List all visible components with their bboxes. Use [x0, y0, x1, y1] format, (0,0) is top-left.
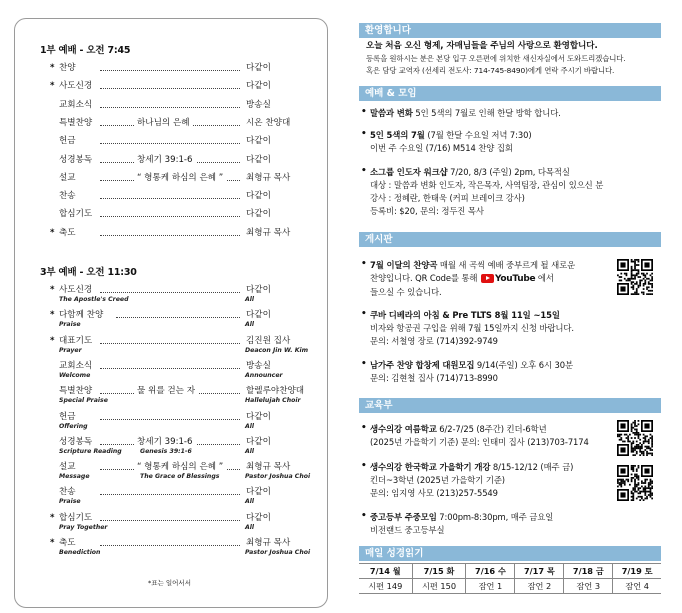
- english-leader: All: [245, 447, 255, 455]
- education-item-2-line3: 문의: 임지영 사모 (213)257-5549: [370, 488, 498, 498]
- english-label: Praise: [59, 321, 81, 329]
- standing-marker: *: [50, 285, 55, 295]
- dot-leader: [100, 368, 240, 369]
- worship-row: [50, 486, 312, 498]
- standing-marker: *: [50, 538, 55, 548]
- reading-day: 7/15 화: [412, 564, 466, 579]
- dot-leader: [100, 545, 240, 546]
- reading-day: 7/16 수: [466, 564, 515, 579]
- worship-row: [50, 227, 312, 239]
- education-item-1-line2: (2025년 가을학기 기준) 문의: 인태미 집사 (213)703-7174: [370, 437, 589, 447]
- worship-row: [50, 436, 312, 448]
- worship-item-label: 다함께 찬양: [59, 310, 104, 321]
- board-item-2-line2: 비자와 항공권 구입을 위해 7월 15일까지 신청 바랍니다.: [370, 323, 574, 333]
- worship-item-label: 사도신경: [59, 81, 93, 92]
- worship-item-label: 특별찬양: [59, 117, 93, 128]
- worship-item-leader: 김진원 집사: [246, 335, 291, 346]
- board-item-2: 쿠바 디베라의 아침 & Pre TLTS 8월 11일 ~15일: [370, 310, 560, 320]
- reading-day: 7/17 목: [515, 564, 564, 579]
- education-item-1: 생수의강 여름학교 6/2-7/25 (8주간) 킨더-6학년: [370, 424, 547, 434]
- dot-leader: [100, 343, 240, 344]
- board-item-3-line2: 문의: 김현철 집사 (714)713-8990: [370, 373, 498, 383]
- worship-row: [50, 117, 312, 129]
- english-label: Pray Together: [59, 523, 108, 531]
- worship-item-detail: “ 형통케 하심의 은혜 ”: [134, 461, 226, 473]
- education-item-3: 중고등부 주중모임 7:00pm-8:30pm, 매주 금요일: [370, 512, 554, 522]
- worship-row: [50, 335, 312, 347]
- board-item-3: 남가주 찬양 합창제 대원모집 9/14(주일) 오후 6시 30분: [370, 360, 573, 370]
- worship-item-leader: 할렐루야찬양대: [246, 386, 305, 397]
- worship-item-label: 대표기도: [59, 335, 93, 346]
- meeting-item-3: 소그룹 인도자 워크샵 7/20, 8/3 (주일) 2pm, 다목적실: [370, 167, 570, 177]
- dot-leader: [100, 494, 240, 495]
- english-detail: The Grace of Blessings: [140, 473, 220, 481]
- reading-day: 7/18 금: [564, 564, 613, 579]
- meeting-item-3-line3: 강사 : 정혜란, 한태욱 (커피 브레이크 강사): [370, 193, 525, 203]
- reading-days-row: [359, 564, 661, 579]
- worship-item-leader: 다같이: [246, 136, 271, 147]
- bullet: •: [361, 259, 367, 269]
- worship-item-detail: 하나님의 은혜: [134, 117, 193, 129]
- board-item-1: 7월 이달의 찬양곡 매월 새 곡씩 예배 중부르게 될 새로운: [370, 260, 576, 270]
- reading-passage: 잠언 3: [564, 579, 613, 594]
- reading-passage: 시편 149: [359, 579, 412, 594]
- worship-item-leader: 다같이: [246, 209, 271, 220]
- worship-row: [50, 99, 312, 111]
- worship-item-leader: 다같이: [246, 81, 271, 92]
- dot-leader: [100, 419, 240, 420]
- worship-row: [50, 411, 312, 423]
- standing-marker: *: [50, 335, 55, 346]
- board-item-1-line3: 들으실 수 있습니다.: [370, 287, 442, 297]
- english-label: Special Praise: [59, 397, 108, 405]
- worship-item-label: 사도신경: [59, 285, 93, 295]
- worship-item-label: 축도: [59, 227, 76, 238]
- worship-item-leader: 방송실: [246, 360, 271, 371]
- worship-item-leader: 다같이: [246, 310, 271, 321]
- worship-item-label: 성경봉독: [59, 436, 93, 447]
- reading-passage: 잠언 4: [613, 579, 661, 594]
- reading-passages-row: [359, 579, 661, 594]
- worship-row: [50, 135, 312, 147]
- meeting-item-1: 말씀과 변화 5인 5색의 7월로 인해 한달 방학 합니다.: [370, 108, 561, 118]
- qr-code-icon[interactable]: [617, 420, 653, 456]
- dot-leader: [100, 292, 240, 293]
- standing-marker: *: [50, 310, 55, 321]
- bullet: •: [361, 511, 367, 521]
- welcome-line3: 혹은 담당 교역자 (선세리 전도사: 714-745-8490)에게 연락 주시기 바랍니다.: [366, 66, 615, 75]
- worship-row: [50, 385, 312, 397]
- education-item-3-line2: 비전랜드 중고등부실: [370, 525, 445, 535]
- english-leader: All: [245, 523, 255, 531]
- english-leader: Pastor Joshua Choi: [245, 473, 311, 481]
- standing-footnote: *표는 일어서서: [148, 579, 191, 587]
- worship-item-detail: 창세기 39:1-6: [134, 436, 196, 448]
- worship-row: [50, 309, 312, 321]
- reading-header: 매일 성경읽기: [359, 546, 661, 561]
- meeting-item-2-line2: 이번 주 수요일 (7/16) M514 찬양 집회: [370, 143, 513, 153]
- qr-code-icon[interactable]: [617, 465, 653, 501]
- worship-item-label: 찬송: [59, 487, 76, 498]
- english-leader: Hallelujah Choir: [245, 397, 301, 405]
- bullet: •: [361, 423, 367, 433]
- worship-item-leader: 다같이: [246, 487, 271, 498]
- standing-marker: *: [50, 81, 55, 92]
- worship-item-leader: 다같이: [246, 436, 271, 447]
- worship-row: [50, 172, 312, 184]
- worship-item-leader: 방송실: [246, 99, 271, 110]
- worship-row: [50, 284, 312, 296]
- worship-item-label: 축도: [59, 538, 76, 548]
- english-label: Message: [59, 473, 90, 481]
- welcome-line2: 등록을 원하시는 분은 본당 입구 오른편에 위치한 새신자실에서 도와드리겠습니다.: [366, 54, 626, 63]
- worship-item-label: 찬양: [59, 63, 76, 73]
- reading-day: 7/14 월: [359, 564, 412, 579]
- english-label: Welcome: [59, 371, 91, 379]
- board-header: 게시판: [359, 232, 661, 247]
- worship-item-leader: 시온 찬양대: [246, 117, 291, 128]
- worship-row: [50, 360, 312, 372]
- worship-item-leader: 다같이: [246, 154, 271, 165]
- worship-row: [50, 154, 312, 166]
- bullet: •: [361, 166, 367, 176]
- worship-row: [50, 208, 312, 220]
- worship-row: [50, 80, 312, 92]
- education-header: 교육부: [359, 398, 661, 413]
- worship-item-label: 헌금: [59, 136, 76, 147]
- education-item-2-line2: 킨더~3학년 (2025년 가을학기 기준): [370, 475, 505, 485]
- bullet: •: [361, 309, 367, 319]
- english-leader: Deacon Jin W. Kim: [245, 346, 309, 354]
- worship-item-label: 찬송: [59, 191, 76, 202]
- youtube-icon: [481, 274, 494, 283]
- english-label: Scripture Reading: [59, 447, 122, 455]
- dot-leader: [100, 143, 240, 144]
- worship-item-label: 합심기도: [59, 209, 93, 220]
- board-item-1-line2: 찬양입니다. QR Code를 통해 YouTube 에서: [370, 273, 554, 284]
- worship-row: [50, 537, 312, 549]
- worship-row: [50, 461, 312, 473]
- dot-leader: [116, 317, 240, 318]
- worship-item-label: 설교: [59, 172, 76, 183]
- worship-item-leader: 최형규 목사: [246, 538, 291, 548]
- worship-item-label: 특별찬양: [59, 386, 93, 397]
- worship-item-label: 교회소식: [59, 99, 93, 110]
- bullet: •: [361, 129, 367, 139]
- meetings-header: 예배 & 모임: [359, 86, 661, 101]
- bullet: •: [361, 107, 367, 117]
- bullet: •: [361, 461, 367, 471]
- worship-row: [50, 62, 312, 74]
- english-leader: All: [245, 422, 255, 430]
- worship-item-leader: 다같이: [246, 191, 271, 202]
- worship-row: [50, 512, 312, 524]
- dot-leader: [100, 88, 240, 89]
- service3-title: 3부 예배 - 오전 11:30: [40, 267, 137, 278]
- worship-item-detail: 물 위를 걷는 자: [134, 385, 198, 397]
- qr-code-icon[interactable]: [617, 259, 653, 295]
- welcome-line1: 오늘 처음 오신 형제, 자매님들을 주님의 사랑으로 환영합니다.: [366, 41, 598, 51]
- english-leader: All: [245, 321, 255, 329]
- standing-marker: *: [50, 512, 55, 523]
- worship-item-leader: 다같이: [246, 411, 271, 422]
- worship-item-leader: 최형규 목사: [246, 227, 291, 238]
- worship-item-label: 합심기도: [59, 512, 93, 523]
- english-leader: All: [245, 498, 255, 506]
- worship-item-leader: 다같이: [246, 285, 271, 295]
- worship-item-detail: 창세기 39:1-6: [134, 154, 196, 166]
- english-label: The Apostle's Creed: [59, 296, 129, 303]
- english-label: Praise: [59, 498, 81, 506]
- welcome-header: 환영합니다: [359, 23, 661, 38]
- bullet: •: [361, 359, 367, 369]
- standing-marker: *: [50, 63, 55, 73]
- english-leader: Announcer: [245, 371, 283, 379]
- meeting-item-3-line2: 대상 : 말씀과 변화 인도자, 작은목자, 사역팀장, 관심이 있으신 분: [370, 180, 604, 190]
- worship-item-leader: 다같이: [246, 63, 271, 73]
- english-label: Prayer: [59, 346, 82, 354]
- english-leader: Pastor Joshua Choi: [245, 549, 311, 556]
- worship-row: [50, 190, 312, 202]
- worship-item-label: 헌금: [59, 411, 76, 422]
- meeting-item-2: 5인 5색의 7월 (7월 한달 수요일 저녁 7:30): [370, 130, 532, 140]
- english-label: Offering: [59, 422, 88, 430]
- reading-passage: 잠언 1: [466, 579, 515, 594]
- worship-item-leader: 최형규 목사: [246, 172, 291, 183]
- dot-leader: [100, 216, 240, 217]
- reading-day: 7/19 토: [613, 564, 661, 579]
- reading-passage: 잠언 2: [515, 579, 564, 594]
- dot-leader: [100, 107, 240, 108]
- dot-leader: [100, 198, 240, 199]
- worship-item-label: 성경봉독: [59, 154, 93, 165]
- english-label: Benediction: [59, 549, 101, 556]
- meeting-item-3-line4: 등록비: $20, 문의: 정두진 목사: [370, 206, 484, 216]
- worship-item-detail: “ 형통케 하심의 은혜 ”: [134, 172, 226, 184]
- dot-leader: [100, 70, 240, 71]
- worship-item-label: 교회소식: [59, 360, 93, 371]
- english-leader: All: [245, 296, 255, 303]
- english-detail: Genesis 39:1-6: [140, 447, 192, 455]
- dot-leader: [100, 520, 240, 521]
- board-item-2-line3: 문의: 서철영 장로 (714)392-9749: [370, 336, 498, 346]
- worship-item-leader: 다같이: [246, 512, 271, 523]
- worship-item-label: 설교: [59, 462, 76, 473]
- dot-leader: [100, 235, 240, 236]
- reading-table: [359, 563, 661, 594]
- standing-marker: *: [50, 227, 55, 238]
- reading-passage: 시편 150: [412, 579, 466, 594]
- education-item-2: 생수의강 한국학교 가을학기 개강 8/15-12/12 (매주 금): [370, 462, 574, 472]
- service1-title: 1부 예배 - 오전 7:45: [40, 45, 131, 56]
- worship-item-leader: 최형규 목사: [246, 462, 291, 473]
